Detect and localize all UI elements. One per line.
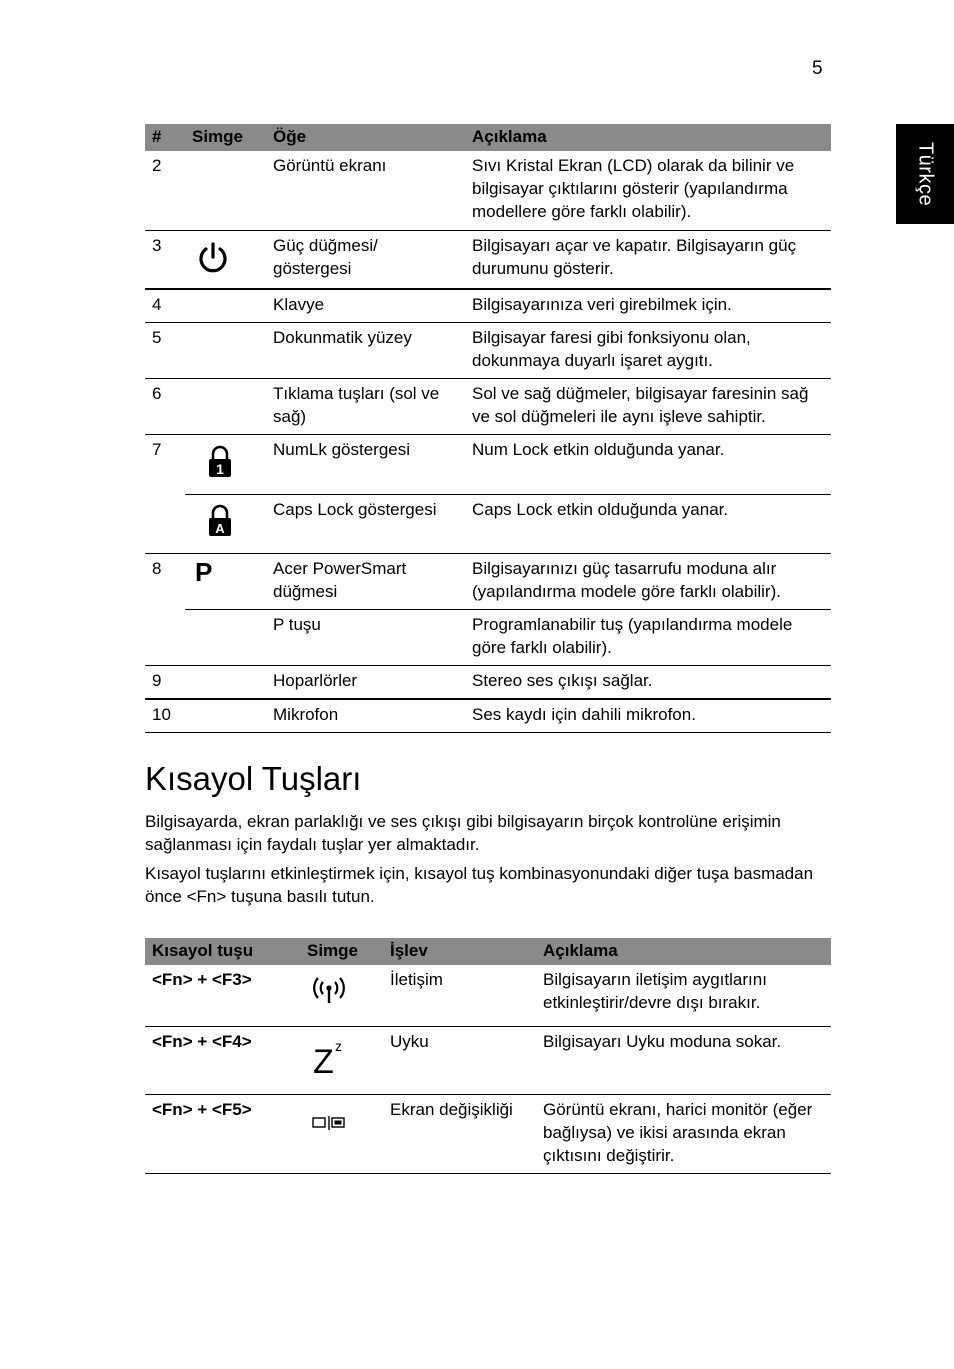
row-icon bbox=[185, 435, 266, 495]
header-hotkey: Kısayol tuşu bbox=[145, 938, 300, 965]
header-function: İşlev bbox=[383, 938, 536, 965]
row-number: 3 bbox=[145, 230, 185, 289]
table-row bbox=[145, 323, 831, 379]
row-description: Bilgisayarınıza veri girebilmek için. bbox=[465, 289, 831, 323]
row-icon bbox=[185, 379, 266, 435]
instruction-paragraph: Kısayol tuşlarını etkinleştirmek için, kısayol tuş kombinasyonundaki diğer tuşa basmadan önce <Fn> tuşuna basılı tutun. bbox=[145, 864, 814, 906]
table-row bbox=[145, 554, 831, 610]
page-number: 5 bbox=[812, 58, 823, 79]
row-function: Uyku bbox=[383, 1026, 536, 1094]
parts-table-header bbox=[145, 124, 831, 151]
row-item: P tuşu bbox=[266, 610, 465, 666]
header-description: Açıklama bbox=[536, 938, 831, 965]
table-row bbox=[145, 965, 831, 1026]
row-icon bbox=[185, 151, 266, 230]
row-description: Ses kaydı için dahili mikrofon. bbox=[465, 699, 831, 733]
table-row bbox=[145, 495, 831, 554]
row-number: 7 bbox=[152, 440, 162, 459]
hotkey: <Fn> + <F3> bbox=[145, 965, 300, 1026]
row-icon bbox=[300, 1094, 383, 1173]
row-icon bbox=[185, 289, 266, 323]
row-item: Mikrofon bbox=[266, 699, 465, 733]
table-row bbox=[145, 1094, 831, 1173]
language-tab bbox=[896, 124, 954, 224]
header-item: Öğe bbox=[266, 124, 465, 151]
row-item: Tıklama tuşları (sol ve sağ) bbox=[266, 379, 465, 435]
shortcut-table bbox=[145, 938, 831, 1174]
header-number: # bbox=[145, 124, 185, 151]
svg-text:Z: Z bbox=[313, 1042, 334, 1077]
hotkey: <Fn> + <F4> bbox=[145, 1026, 300, 1094]
table-row bbox=[145, 666, 831, 700]
table-row bbox=[145, 289, 831, 323]
row-icon bbox=[185, 230, 266, 289]
row-icon bbox=[185, 699, 266, 733]
row-function: Ekran değişikliği bbox=[383, 1094, 536, 1173]
language-tab-label: Türkçe bbox=[914, 141, 937, 207]
row-number bbox=[145, 495, 185, 554]
row-item: Güç düğmesi/ göstergesi bbox=[266, 230, 465, 289]
svg-text:P: P bbox=[195, 559, 213, 585]
table-row bbox=[145, 435, 831, 495]
header-description: Açıklama bbox=[465, 124, 831, 151]
row-number: 4 bbox=[145, 289, 185, 323]
powersmart-p-icon bbox=[193, 559, 215, 585]
table-row bbox=[145, 1026, 831, 1094]
power-icon bbox=[195, 240, 231, 276]
row-description: Caps Lock etkin olduğunda yanar. bbox=[465, 495, 831, 554]
table-row bbox=[145, 610, 831, 666]
row-item: Hoparlörler bbox=[266, 666, 465, 700]
row-description: Stereo ses çıkışı sağlar. bbox=[465, 666, 831, 700]
row-description: Bilgisayarı açar ve kapatır. Bilgisayarın güç durumunu gösterir. bbox=[465, 230, 831, 289]
row-icon bbox=[185, 610, 266, 666]
table-row bbox=[145, 699, 831, 733]
svg-text:A: A bbox=[215, 521, 225, 536]
sleep-zz-icon bbox=[309, 1037, 349, 1077]
display-toggle-icon bbox=[309, 1114, 349, 1134]
row-number: 2 bbox=[145, 151, 185, 230]
shortcut-table-header bbox=[145, 938, 831, 965]
capslock-icon bbox=[206, 504, 234, 538]
svg-text:z: z bbox=[335, 1037, 342, 1054]
row-number: 8 bbox=[152, 559, 162, 578]
parts-table bbox=[145, 124, 831, 733]
row-icon bbox=[300, 965, 383, 1026]
row-number: 10 bbox=[145, 699, 185, 733]
row-icon bbox=[185, 495, 266, 554]
numlock-icon bbox=[206, 445, 234, 479]
row-item: Acer PowerSmart düğmesi bbox=[266, 554, 465, 610]
row-icon bbox=[185, 554, 266, 610]
row-number bbox=[145, 610, 185, 666]
row-item: Caps Lock göstergesi bbox=[266, 495, 465, 554]
row-description: Programlanabilir tuş (yapılandırma modele göre farklı olabilir). bbox=[465, 610, 831, 666]
row-description: Bilgisayarın iletişim aygıtlarını etkinleştirir/devre dışı bırakır. bbox=[536, 965, 831, 1026]
table-row bbox=[145, 379, 831, 435]
wireless-icon bbox=[309, 977, 349, 1007]
table-row bbox=[145, 151, 831, 230]
svg-text:1: 1 bbox=[216, 461, 224, 477]
header-icon: Simge bbox=[185, 124, 266, 151]
row-item: Dokunmatik yüzey bbox=[266, 323, 465, 379]
header-icon: Simge bbox=[300, 938, 383, 965]
row-number: 9 bbox=[145, 666, 185, 700]
row-item: NumLk göstergesi bbox=[266, 435, 465, 495]
row-description: Sıvı Kristal Ekran (LCD) olarak da bilinir ve bilgisayar çıktılarını gösterir (yapılandırma modellere göre farklı olabilir). bbox=[465, 151, 831, 230]
row-description: Bilgisayarınızı güç tasarrufu moduna alır (yapılandırma modele göre farklı olabilir). bbox=[465, 554, 831, 610]
section-heading: Kısayol Tuşları bbox=[145, 760, 362, 797]
row-description: Bilgisayar faresi gibi fonksiyonu olan, dokunmaya duyarlı işaret aygıtı. bbox=[465, 323, 831, 379]
row-item: Görüntü ekranı bbox=[266, 151, 465, 230]
row-number: 6 bbox=[145, 379, 185, 435]
row-function: İletişim bbox=[383, 965, 536, 1026]
row-item: Klavye bbox=[266, 289, 465, 323]
row-description: Görüntü ekranı, harici monitör (eğer bağlıysa) ve ikisi arasında ekran çıktısını değiştirir. bbox=[536, 1094, 831, 1173]
row-description: Bilgisayarı Uyku moduna sokar. bbox=[536, 1026, 831, 1094]
row-description: Sol ve sağ düğmeler, bilgisayar faresinin sağ ve sol düğmeleri ile aynı işleve sahiptir. bbox=[465, 379, 831, 435]
hotkey: <Fn> + <F5> bbox=[145, 1094, 300, 1173]
row-icon bbox=[185, 666, 266, 700]
row-number: 5 bbox=[145, 323, 185, 379]
intro-paragraph: Bilgisayarda, ekran parlaklığı ve ses çıkışı gibi bilgisayarın birçok kontrolüne erişimin sağlanması için faydalı tuşlar yer almaktadır. bbox=[145, 812, 781, 854]
row-icon bbox=[185, 323, 266, 379]
table-row bbox=[145, 230, 831, 289]
row-description: Num Lock etkin olduğunda yanar. bbox=[465, 435, 831, 495]
row-icon bbox=[300, 1026, 383, 1094]
